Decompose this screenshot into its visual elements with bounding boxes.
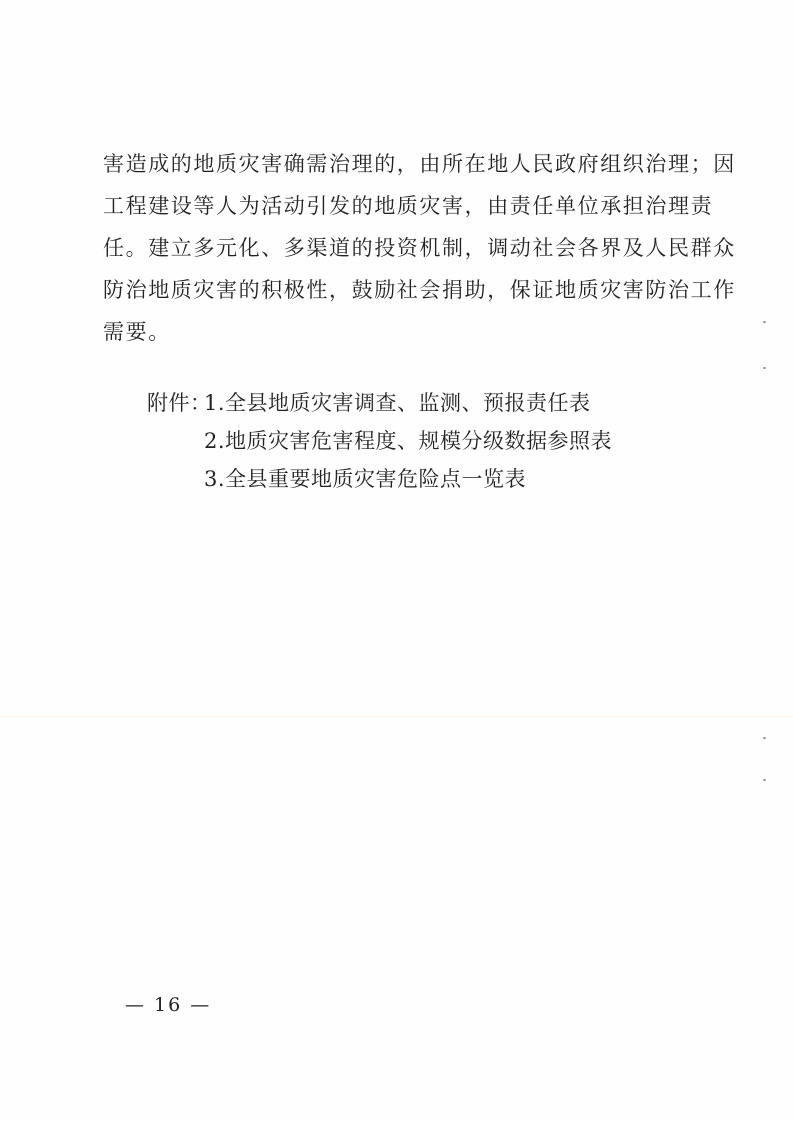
page-number: — 16 — <box>125 994 212 1016</box>
attachments-label: 附件： <box>147 391 212 415</box>
scan-fold-line <box>0 716 793 717</box>
paragraph-line: 害造成的地质灾害确需治理的，由所在地人民政府组织治理；因 <box>103 152 736 176</box>
attachments-list <box>147 384 707 498</box>
attachment-title: 1.全县地质灾害调查、监测、预报责任表 <box>204 391 591 415</box>
attachment-title: 2.地质灾害危害程度、规模分级数据参照表 <box>204 429 613 453</box>
attachment-item <box>147 422 707 460</box>
paragraph-line: 工程建设等人为活动引发的地质灾害，由责任单位承担治理责 <box>103 194 714 218</box>
attachment-item <box>147 384 707 422</box>
scan-dot-mark <box>763 367 766 369</box>
attachment-item <box>147 460 707 498</box>
attachment-indent <box>147 460 204 498</box>
attachment-indent <box>147 422 204 460</box>
body-paragraph <box>103 143 736 353</box>
paragraph-line: 任。建立多元化、多渠道的投资机制，调动社会各界及人民群众 <box>103 236 736 260</box>
scan-dot-mark <box>763 779 766 781</box>
attachment-title: 3.全县重要地质灾害危险点一览表 <box>204 467 527 491</box>
scan-dot-mark <box>763 321 766 323</box>
scan-dot-mark <box>763 737 766 739</box>
paragraph-line: 防治地质灾害的积极性，鼓励社会捐助，保证地质灾害防治工作 <box>103 278 736 302</box>
paragraph-line: 需要。 <box>103 320 171 344</box>
